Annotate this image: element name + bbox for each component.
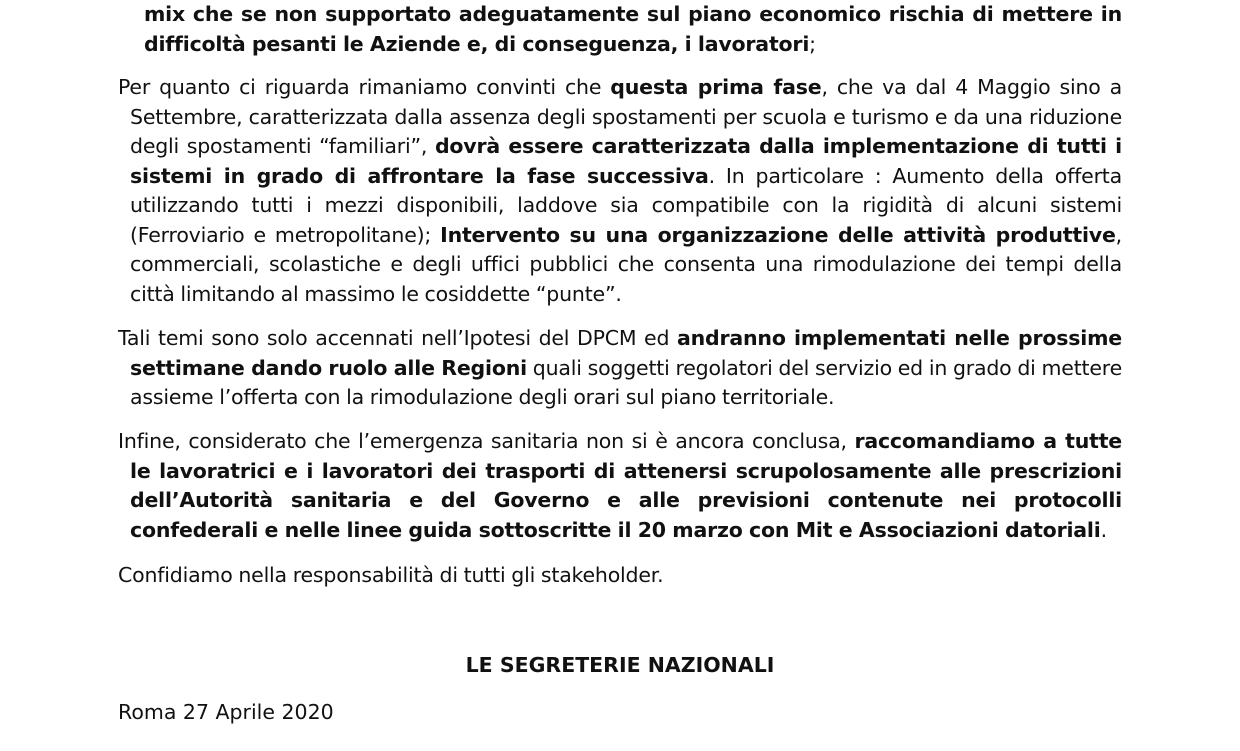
text-run: . In particolare : Aumento della offerta utilizzando tutti i mezzi disponibili, laddove sia compatibile con la rigidità di alcuni sistemi (Ferroviario e metropolitane); [130, 163, 1122, 247]
bold-text-run: questa prima fase [610, 75, 822, 99]
text-run: Confidiamo nella responsabilità di tutti gli stakeholder. [118, 563, 664, 587]
bold-text-run: dovrà essere caratterizzata dalla implementazione di tutti i sistemi in grado di affrontare la fase successiva [130, 134, 1122, 188]
paragraph-4 [118, 561, 1122, 591]
text-run: ; [809, 31, 816, 56]
paragraph-0 [118, 0, 1122, 59]
text-run: Tali temi sono solo accennati nell’Ipotesi del DPCM ed [118, 326, 677, 350]
paragraph-1 [118, 73, 1122, 309]
text-run: , che va dal 4 Maggio sino a Settembre, caratterizzata dalla assenza degli spostamenti per scuola e turismo e da una riduzione degli spostamenti “familiari”, [130, 75, 1122, 158]
bold-text-run: andranno implementati nelle prossime settimane dando ruolo alle Regioni [130, 326, 1123, 380]
date-line: Roma 27 Aprile 2020 [118, 700, 334, 724]
bold-text-run: mix che se non supportato adeguatamente sul piano economico rischia di mettere in difficoltà pesanti le Aziende e, di conseguenza, i lavoratori [144, 2, 1122, 56]
text-run: Infine, considerato che l’emergenza sanitaria non si è ancora conclusa, [118, 429, 855, 453]
text-run: . [1100, 517, 1107, 542]
paragraph-3 [118, 427, 1122, 545]
text-run: , commerciali, scolastiche e degli uffici pubblici che consenta una rimodulazione dei tempi della città limitando al massimo le cosiddette “punte”. [130, 222, 1122, 306]
text-run: quali soggetti regolatori del servizio ed in grado di mettere assieme l’offerta con la rimodulazione degli orari sul piano territoriale. [130, 355, 1122, 409]
signature: LE SEGRETERIE NAZIONALI [465, 653, 775, 677]
paragraph-2 [118, 324, 1122, 413]
bold-text-run: raccomandiamo a tutte le lavoratrici e i lavoratori dei trasporti di attenersi scrupolosamente alle prescrizioni dell’Autorità sanitaria e del Governo e alle previsioni contenute nei protocolli confederali e nelle linee guida sottoscritte il 20 marzo con Mit e Associazioni datoriali [130, 429, 1123, 542]
text-run: Per quanto ci riguarda rimaniamo convinti che [118, 75, 611, 99]
bold-text-run: Intervento su una organizzazione delle attività produttive [440, 222, 1116, 247]
